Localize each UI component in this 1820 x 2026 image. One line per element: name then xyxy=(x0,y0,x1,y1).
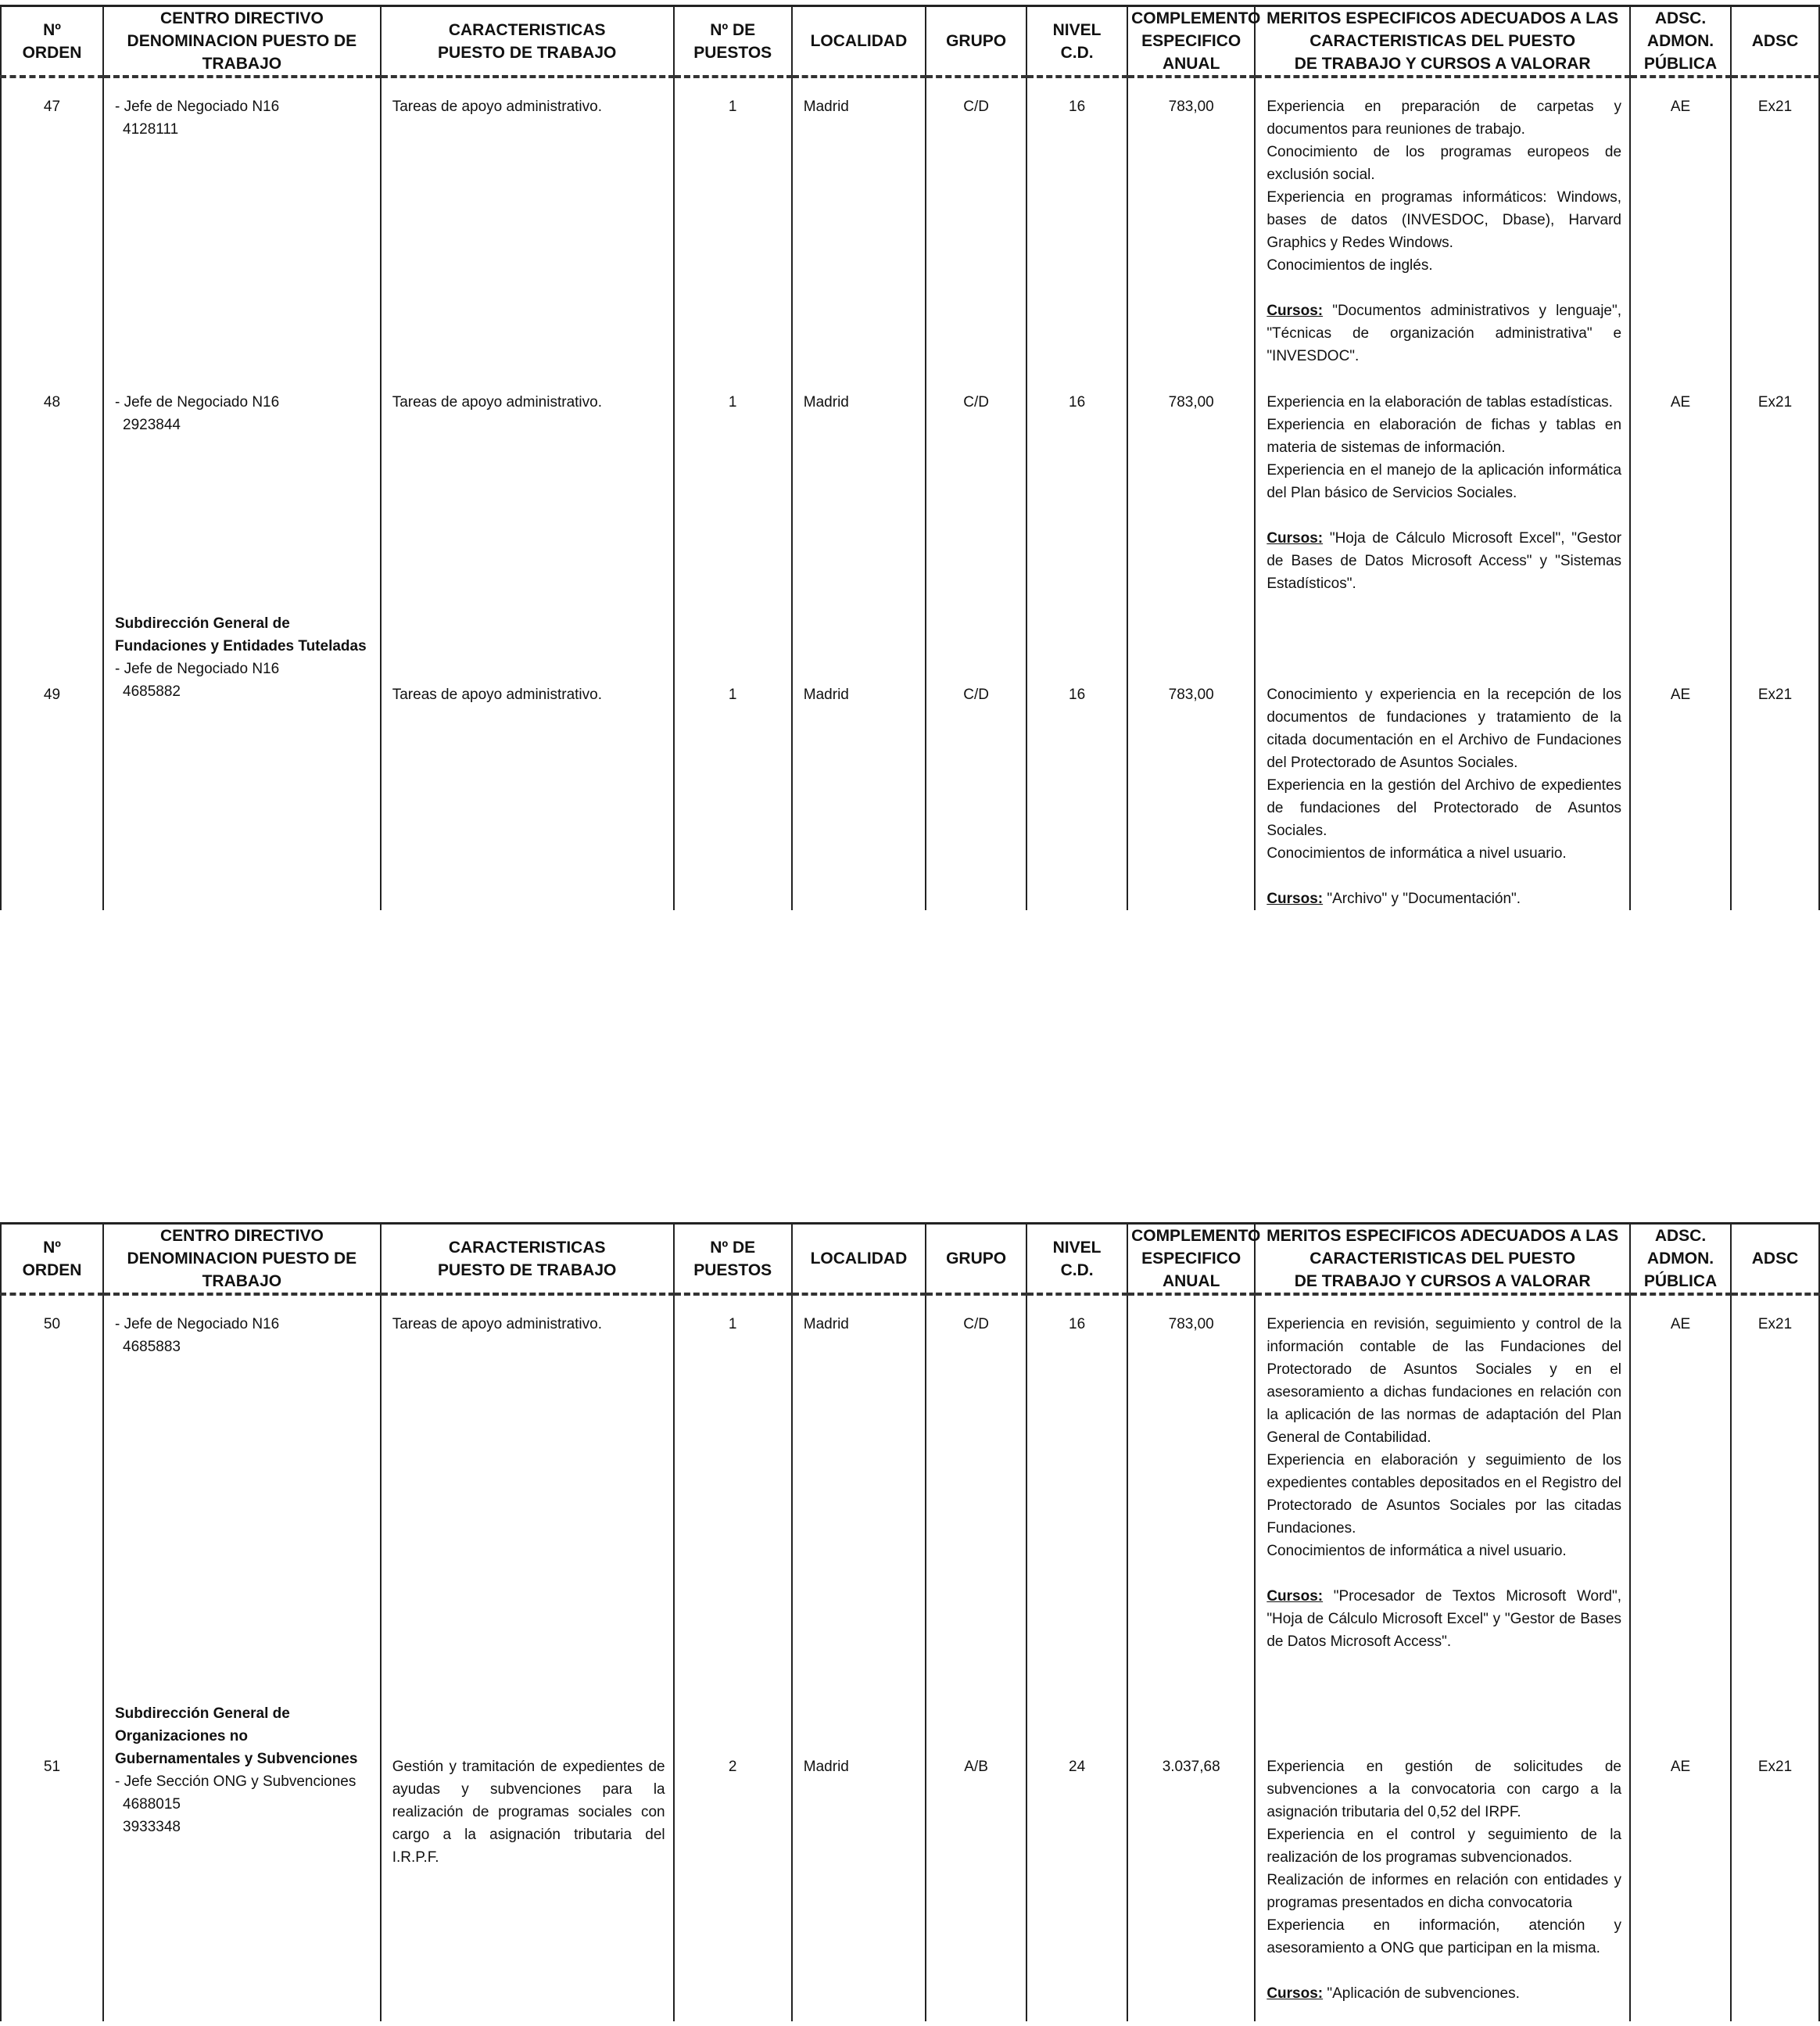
job-table-page-1 xyxy=(0,5,1820,910)
cell-meritos xyxy=(1255,77,1630,374)
cell-adsc-admon: AE xyxy=(1630,1294,1731,1685)
cell-meritos xyxy=(1255,595,1630,910)
cell-grupo: A/B xyxy=(926,1685,1026,2021)
subdireccion-title: Subdirección General de Organizaciones no Gubernamentales y Subvenciones xyxy=(115,1705,358,1767)
header-grupo: GRUPO xyxy=(926,6,1026,77)
header-nivel: NIVEL C.D. xyxy=(1026,1224,1127,1295)
merito-item: Experiencia en el control y seguimiento de la realización de los programas subvencionados. xyxy=(1266,1827,1622,1866)
header-meritos: MERITOS ESPECIFICOS ADECUADOS A LAS CARACTERISTICAS DEL PUESTO DE TRABAJO Y CURSOS A VALORAR xyxy=(1255,6,1630,77)
puesto-name: - Jefe Sección ONG y Subvenciones xyxy=(115,1773,356,1790)
cell-orden: 49 xyxy=(1,595,103,910)
cell-localidad: Madrid xyxy=(792,595,926,910)
table-row xyxy=(1,595,1819,910)
cursos-label: Cursos: xyxy=(1266,1985,1324,2002)
merito-item: Experiencia en gestión de solicitudes de subvenciones a la convocatoria con cargo a la asignación tributaria del 0,52 del IRPF. xyxy=(1266,1759,1622,1820)
merito-item: Experiencia en la gestión del Archivo de expedientes de fundaciones del Protectorado de Asuntos Sociales. xyxy=(1266,777,1622,839)
cell-nivel: 24 xyxy=(1026,1685,1127,2021)
cell-puestos: 1 xyxy=(674,77,792,374)
merito-item: Experiencia en la elaboración de tablas estadísticas. xyxy=(1266,394,1613,411)
cell-grupo: C/D xyxy=(926,374,1026,595)
cell-adsc: Ex21 xyxy=(1731,1294,1819,1685)
cell-puestos: 1 xyxy=(674,595,792,910)
cell-complemento: 783,00 xyxy=(1127,1294,1255,1685)
table-row xyxy=(1,1294,1819,1685)
cell-grupo: C/D xyxy=(926,595,1026,910)
cell-puesto xyxy=(103,77,381,374)
cell-complemento: 783,00 xyxy=(1127,595,1255,910)
cursos-line xyxy=(1266,1982,1621,2005)
merito-item: Experiencia en preparación de carpetas y documentos para reuniones de trabajo. xyxy=(1266,99,1622,138)
cell-caracteristicas: Tareas de apoyo administrativo. xyxy=(381,1294,674,1685)
merito-item: Conocimientos de informática a nivel usuario. xyxy=(1266,845,1567,862)
header-row xyxy=(1,6,1819,77)
header-complemento: COMPLEMENTO ESPECIFICO ANUAL xyxy=(1127,1224,1255,1295)
header-localidad: LOCALIDAD xyxy=(792,1224,926,1295)
cursos-text: "Documentos administrativos y lenguaje", "Técnicas de organización administrativa" e "INVESDOC". xyxy=(1266,303,1622,364)
cursos-line xyxy=(1266,527,1621,595)
cell-puesto xyxy=(103,1685,381,2021)
header-caracteristicas: CARACTERISTICAS PUESTO DE TRABAJO xyxy=(381,1224,674,1295)
cell-puesto xyxy=(103,374,381,595)
cell-puestos: 2 xyxy=(674,1685,792,2021)
job-table-page-2 xyxy=(0,1222,1820,2021)
cell-adsc-admon: AE xyxy=(1630,77,1731,374)
cell-orden: 47 xyxy=(1,77,103,374)
cell-nivel: 16 xyxy=(1026,374,1127,595)
cell-adsc: Ex21 xyxy=(1731,595,1819,910)
table-row xyxy=(1,374,1819,595)
cursos-text: "Hoja de Cálculo Microsoft Excel", "Gestor de Bases de Datos Microsoft Access" y "Sistemas Estadísticos". xyxy=(1266,530,1622,592)
cell-complemento: 783,00 xyxy=(1127,77,1255,374)
merito-item: Conocimientos de inglés. xyxy=(1266,257,1433,274)
puesto-code: 2923844 xyxy=(123,417,181,433)
cell-adsc-admon: AE xyxy=(1630,595,1731,910)
cell-adsc: Ex21 xyxy=(1731,77,1819,374)
merito-item: Experiencia en revisión, seguimiento y control de la información contable de las Fundaciones del Protectorado de Asuntos Sociales y en el asesoramiento a dichas fundaciones en relación con la aplicación de las normas de adaptación del Plan General de Contabilidad. xyxy=(1266,1316,1622,1446)
merito-item: Conocimiento de los programas europeos de exclusión social. xyxy=(1266,144,1622,183)
cursos-text: "Aplicación de subvenciones. xyxy=(1327,1985,1520,2002)
cell-nivel: 16 xyxy=(1026,1294,1127,1685)
cell-adsc-admon: AE xyxy=(1630,374,1731,595)
subdireccion-title: Subdirección General de Fundaciones y Entidades Tuteladas xyxy=(115,615,367,654)
header-puestos: Nº DE PUESTOS xyxy=(674,1224,792,1295)
header-orden: Nº ORDEN xyxy=(1,6,103,77)
puesto-name: - Jefe de Negociado N16 xyxy=(115,1316,280,1332)
cursos-label: Cursos: xyxy=(1266,530,1324,547)
merito-item: Experiencia en información, atención y asesoramiento a ONG que participan en la misma. xyxy=(1266,1917,1622,1956)
cell-orden: 48 xyxy=(1,374,103,595)
cell-localidad: Madrid xyxy=(792,1294,926,1685)
cursos-label: Cursos: xyxy=(1266,1588,1324,1605)
merito-item: Conocimientos de informática a nivel usuario. xyxy=(1266,1543,1567,1559)
header-localidad: LOCALIDAD xyxy=(792,6,926,77)
cell-adsc: Ex21 xyxy=(1731,374,1819,595)
cell-nivel: 16 xyxy=(1026,77,1127,374)
puesto-code: 4688015 xyxy=(123,1796,181,1813)
puesto-name: - Jefe de Negociado N16 xyxy=(115,99,280,115)
header-row xyxy=(1,1224,1819,1295)
cursos-text: "Procesador de Textos Microsoft Word", "Hoja de Cálculo Microsoft Excel" y "Gestor de Bases de Datos Microsoft Access". xyxy=(1266,1588,1622,1650)
cell-caracteristicas: Gestión y tramitación de expedientes de ayudas y subvenciones para la realización de programas sociales con cargo a la asignación tributaria del I.R.P.F. xyxy=(381,1685,674,2021)
header-caracteristicas: CARACTERISTICAS PUESTO DE TRABAJO xyxy=(381,6,674,77)
puesto-name: - Jefe de Negociado N16 xyxy=(115,661,280,677)
header-adsc: ADSC xyxy=(1731,6,1819,77)
cell-nivel: 16 xyxy=(1026,595,1127,910)
cell-localidad: Madrid xyxy=(792,1685,926,2021)
cell-puestos: 1 xyxy=(674,1294,792,1685)
header-adsc-admon: ADSC. ADMON. PÚBLICA xyxy=(1630,6,1731,77)
cell-complemento: 3.037,68 xyxy=(1127,1685,1255,2021)
header-puestos: Nº DE PUESTOS xyxy=(674,6,792,77)
cursos-line xyxy=(1266,1585,1621,1653)
header-adsc: ADSC xyxy=(1731,1224,1819,1295)
header-grupo: GRUPO xyxy=(926,1224,1026,1295)
table-row xyxy=(1,77,1819,374)
puesto-code: 4128111 xyxy=(123,121,179,138)
cell-caracteristicas: Tareas de apoyo administrativo. xyxy=(381,595,674,910)
cell-caracteristicas: Tareas de apoyo administrativo. xyxy=(381,77,674,374)
header-meritos: MERITOS ESPECIFICOS ADECUADOS A LAS CARACTERISTICAS DEL PUESTO DE TRABAJO Y CURSOS A VALORAR xyxy=(1255,1224,1630,1295)
merito-item: Realización de informes en relación con entidades y programas presentados en dicha convocatoria xyxy=(1266,1872,1622,1911)
cell-caracteristicas: Tareas de apoyo administrativo. xyxy=(381,374,674,595)
cell-adsc-admon: AE xyxy=(1630,1685,1731,2021)
cell-grupo: C/D xyxy=(926,77,1026,374)
puesto-code: 4685883 xyxy=(123,1339,181,1355)
merito-item: Experiencia en elaboración y seguimiento de los expedientes contables depositados en el Registro del Protectorado de Asuntos Sociales por las citadas Fundaciones. xyxy=(1266,1452,1622,1537)
cell-localidad: Madrid xyxy=(792,374,926,595)
cell-puesto xyxy=(103,1294,381,1685)
cell-complemento: 783,00 xyxy=(1127,374,1255,595)
cell-grupo: C/D xyxy=(926,1294,1026,1685)
header-orden: Nº ORDEN xyxy=(1,1224,103,1295)
cursos-label: Cursos: xyxy=(1266,303,1324,319)
merito-item: Conocimiento y experiencia en la recepción de los documentos de fundaciones y tratamiento de la citada documentación en el Archivo de Fundaciones del Protectorado de Asuntos Sociales. xyxy=(1266,687,1622,771)
cell-localidad: Madrid xyxy=(792,77,926,374)
cursos-line xyxy=(1266,887,1621,910)
table-row xyxy=(1,1685,1819,2021)
header-adsc-admon: ADSC. ADMON. PÚBLICA xyxy=(1630,1224,1731,1295)
merito-item: Experiencia en programas informáticos: Windows, bases de datos (INVESDOC, Dbase), Harvard Graphics y Redes Windows. xyxy=(1266,189,1622,251)
cell-meritos xyxy=(1255,374,1630,595)
header-complemento: COMPLEMENTO ESPECIFICO ANUAL xyxy=(1127,6,1255,77)
cursos-line xyxy=(1266,299,1621,368)
puesto-code: 3933348 xyxy=(123,1819,181,1835)
puesto-name: - Jefe de Negociado N16 xyxy=(115,394,280,411)
header-centro: CENTRO DIRECTIVO DENOMINACION PUESTO DE TRABAJO xyxy=(103,1224,381,1295)
cursos-label: Cursos: xyxy=(1266,891,1324,907)
header-centro: CENTRO DIRECTIVO DENOMINACION PUESTO DE TRABAJO xyxy=(103,6,381,77)
cell-puesto xyxy=(103,595,381,910)
cursos-text: "Archivo" y "Documentación". xyxy=(1327,891,1521,907)
cell-orden: 51 xyxy=(1,1685,103,2021)
cell-adsc: Ex21 xyxy=(1731,1685,1819,2021)
cell-meritos xyxy=(1255,1685,1630,2021)
merito-item: Experiencia en elaboración de fichas y tablas en materia de sistemas de información. xyxy=(1266,417,1622,456)
puesto-code: 4685882 xyxy=(123,683,181,700)
cell-puestos: 1 xyxy=(674,374,792,595)
cell-meritos xyxy=(1255,1294,1630,1685)
cell-orden: 50 xyxy=(1,1294,103,1685)
merito-item: Experiencia en el manejo de la aplicación informática del Plan básico de Servicios Sociales. xyxy=(1266,462,1622,501)
header-nivel: NIVEL C.D. xyxy=(1026,6,1127,77)
